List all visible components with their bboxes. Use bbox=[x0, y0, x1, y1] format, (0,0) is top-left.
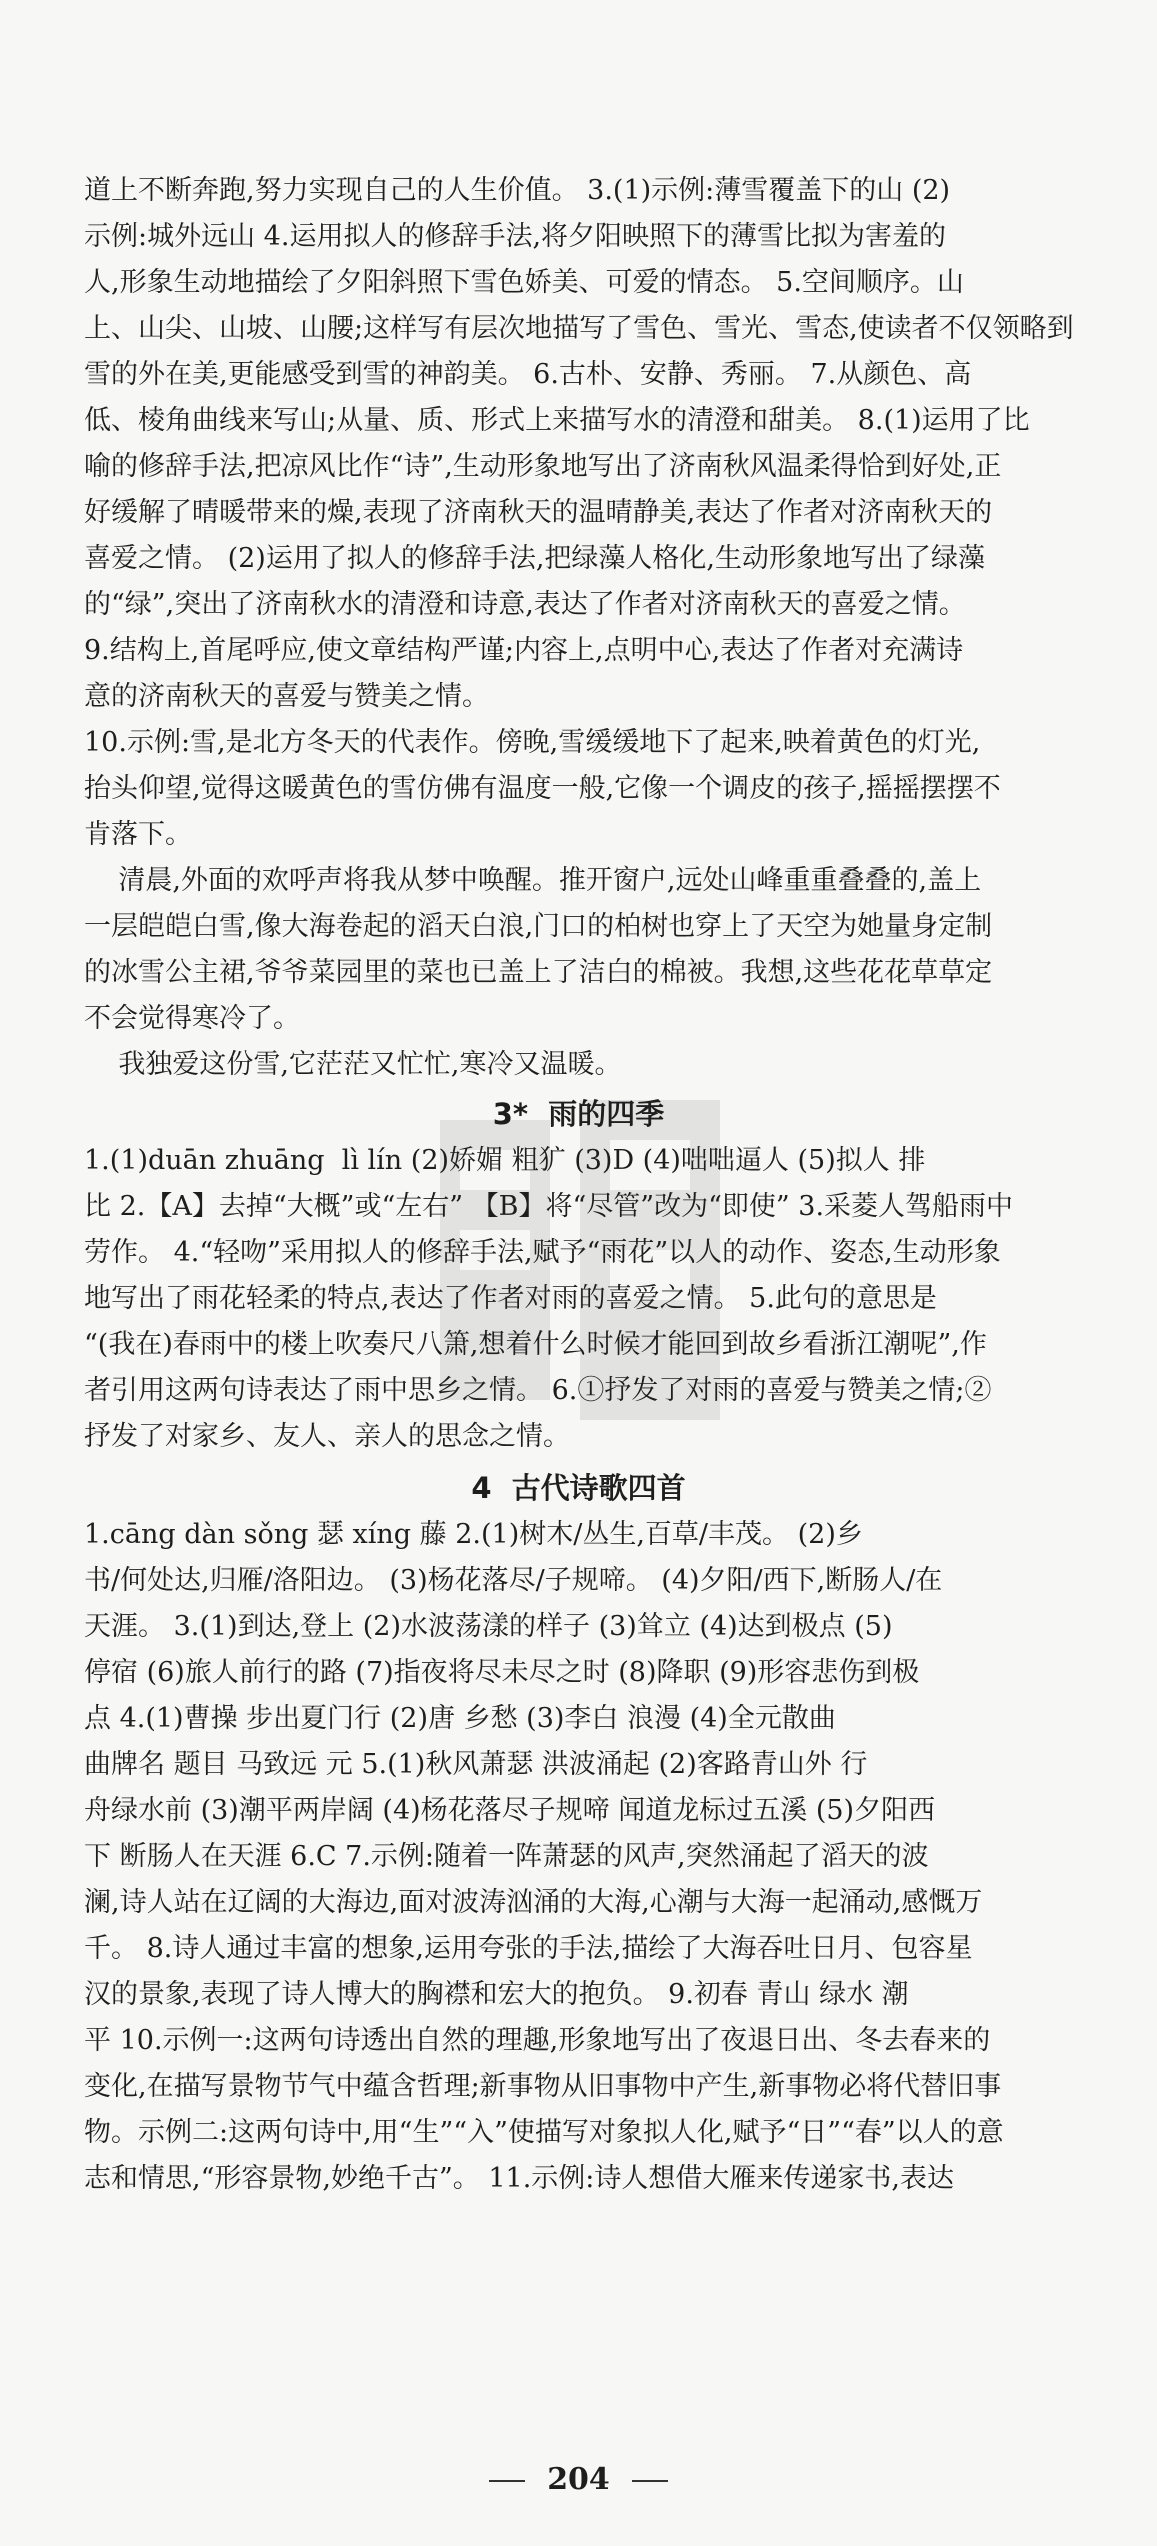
text-line: 人,形象生动地描绘了夕阳斜照下雪色娇美、可爱的情态。 5.空间顺序。山 bbox=[84, 267, 964, 298]
text-line: 天涯。 3.(1)到达,登上 (2)水波荡漾的样子 (3)耸立 (4)达到极点 (5) bbox=[84, 1611, 893, 1642]
text-line: 书/何处达,归雁/洛阳边。 (3)杨花落尽/子规啼。 (4)夕阳/西下,断肠人/在 bbox=[84, 1565, 943, 1596]
text-line: 一层皑皑白雪,像大海卷起的滔天白浪,门口的柏树也穿上了天空为她量身定制 bbox=[84, 911, 993, 942]
text-line: 不会觉得寒冷了。 bbox=[84, 1003, 300, 1034]
text-line: 1.(1)duān zhuāng lì lín (2)娇媚 粗犷 (3)D (4)咄咄逼人 (5)拟人 排 bbox=[84, 1145, 926, 1176]
section-heading-4: 4 古代诗歌四首 bbox=[471, 1471, 686, 1505]
text-line: 千。 8.诗人通过丰富的想象,运用夸张的手法,描绘了大海吞吐日月、包容星 bbox=[84, 1933, 973, 1964]
page-number-footer bbox=[0, 2460, 1157, 2500]
text-line: 低、棱角曲线来写山;从量、质、形式上来描写水的清澄和甜美。 8.(1)运用了比 bbox=[84, 405, 1030, 436]
footer-dash-right bbox=[632, 2480, 668, 2482]
section-heading-3: 3* 雨的四季 bbox=[492, 1097, 665, 1131]
text-line: 上、山尖、山坡、山腰;这样写有层次地描写了雪色、雪光、雪态,使读者不仅领略到 bbox=[84, 313, 1074, 344]
text-line: 舟绿水前 (3)潮平两岸阔 (4)杨花落尽子规啼 闻道龙标过五溪 (5)夕阳西 bbox=[84, 1795, 936, 1826]
text-line: 曲牌名 题目 马致远 元 5.(1)秋风萧瑟 洪波涌起 (2)客路青山外 行 bbox=[84, 1749, 868, 1780]
text-line: 比 2.【A】去掉“大概”或“左右” 【B】将“尽管”改为“即使” 3.采菱人驾船雨中 bbox=[84, 1191, 1014, 1222]
text-line: 意的济南秋天的喜爱与赞美之情。 bbox=[84, 681, 489, 712]
text-line: 的“绿”,突出了济南秋水的清澄和诗意,表达了作者对济南秋天的喜爱之情。 bbox=[84, 589, 966, 620]
text-line: 抒发了对家乡、友人、亲人的思念之情。 bbox=[84, 1421, 570, 1452]
text-line: “(我在)春雨中的楼上吹奏尺八箫,想着什么时候才能回到故乡看浙江潮呢”,作 bbox=[84, 1329, 987, 1360]
text-line: 的冰雪公主裙,爷爷菜园里的菜也已盖上了洁白的棉被。我想,这些花花草草定 bbox=[84, 957, 993, 988]
text-line: 志和情思,“形容景物,妙绝千古”。 11.示例:诗人想借大雁来传递家书,表达 bbox=[84, 2163, 954, 2194]
footer-dash-left bbox=[489, 2480, 525, 2482]
text-line: 示例:城外远山 4.运用拟人的修辞手法,将夕阳映照下的薄雪比拟为害羞的 bbox=[84, 221, 947, 252]
text-line: 平 10.示例一:这两句诗透出自然的理趣,形象地写出了夜退日出、冬去春来的 bbox=[84, 2025, 991, 2056]
text-line: 雪的外在美,更能感受到雪的神韵美。 6.古朴、安静、秀丽。 7.从颜色、高 bbox=[84, 359, 972, 390]
text-line: 1.cāng dàn sǒng 瑟 xíng 藤 2.(1)树木/丛生,百草/丰茂。 (2)乡 bbox=[84, 1519, 863, 1550]
text-line: 停宿 (6)旅人前行的路 (7)指夜将尽未尽之时 (8)降职 (9)形容悲伤到极 bbox=[84, 1657, 920, 1688]
text-line: 好缓解了晴暖带来的燥,表现了济南秋天的温晴静美,表达了作者对济南秋天的 bbox=[84, 497, 993, 528]
text-line: 喻的修辞手法,把凉风比作“诗”,生动形象地写出了济南秋风温柔得恰到好处,正 bbox=[84, 451, 1002, 482]
page-number: 204 bbox=[547, 2462, 610, 2497]
text-line: 我独爱这份雪,它茫茫又忙忙,寒冷又温暖。 bbox=[84, 1049, 622, 1080]
text-line: 变化,在描写景物节气中蕴含哲理;新事物从旧事物中产生,新事物必将代替旧事 bbox=[84, 2071, 1002, 2102]
text-line: 物。示例二:这两句诗中,用“生”“入”使描写对象拟人化,赋予“日”“春”以人的意 bbox=[84, 2117, 1004, 2148]
text-line: 喜爱之情。 (2)运用了拟人的修辞手法,把绿藻人格化,生动形象地写出了绿藻 bbox=[84, 543, 985, 574]
text-line: 10.示例:雪,是北方冬天的代表作。傍晚,雪缓缓地下了起来,映着黄色的灯光, bbox=[84, 727, 981, 758]
text-line: 汉的景象,表现了诗人博大的胸襟和宏大的抱负。 9.初春 青山 绿水 潮 bbox=[84, 1979, 909, 2010]
text-line: 肯落下。 bbox=[84, 819, 192, 850]
text-line: 者引用这两句诗表达了雨中思乡之情。 6.①抒发了对雨的喜爱与赞美之情;② bbox=[84, 1375, 992, 1406]
text-line: 点 4.(1)曹操 步出夏门行 (2)唐 乡愁 (3)李白 浪漫 (4)全元散曲 bbox=[84, 1703, 836, 1734]
text-line: 抬头仰望,觉得这暖黄色的雪仿佛有温度一般,它像一个调皮的孩子,摇摇摆摆不 bbox=[84, 773, 1001, 804]
text-line: 劳作。 4.“轻吻”采用拟人的修辞手法,赋予“雨花”以人的动作、姿态,生动形象 bbox=[84, 1237, 1001, 1268]
text-line: 9.结构上,首尾呼应,使文章结构严谨;内容上,点明中心,表达了作者对充满诗 bbox=[84, 635, 964, 666]
text-line: 地写出了雨花轻柔的特点,表达了作者对雨的喜爱之情。 5.此句的意思是 bbox=[84, 1283, 937, 1314]
text-line: 清晨,外面的欢呼声将我从梦中唤醒。推开窗户,远处山峰重重叠叠的,盖上 bbox=[84, 865, 982, 896]
text-line: 道上不断奔跑,努力实现自己的人生价值。 3.(1)示例:薄雪覆盖下的山 (2) bbox=[84, 175, 951, 206]
text-line: 下 断肠人在天涯 6.C 7.示例:随着一阵萧瑟的风声,突然涌起了滔天的波 bbox=[84, 1841, 929, 1872]
text-line: 澜,诗人站在辽阔的大海边,面对波涛汹涌的大海,心潮与大海一起涌动,感慨万 bbox=[84, 1887, 983, 1918]
